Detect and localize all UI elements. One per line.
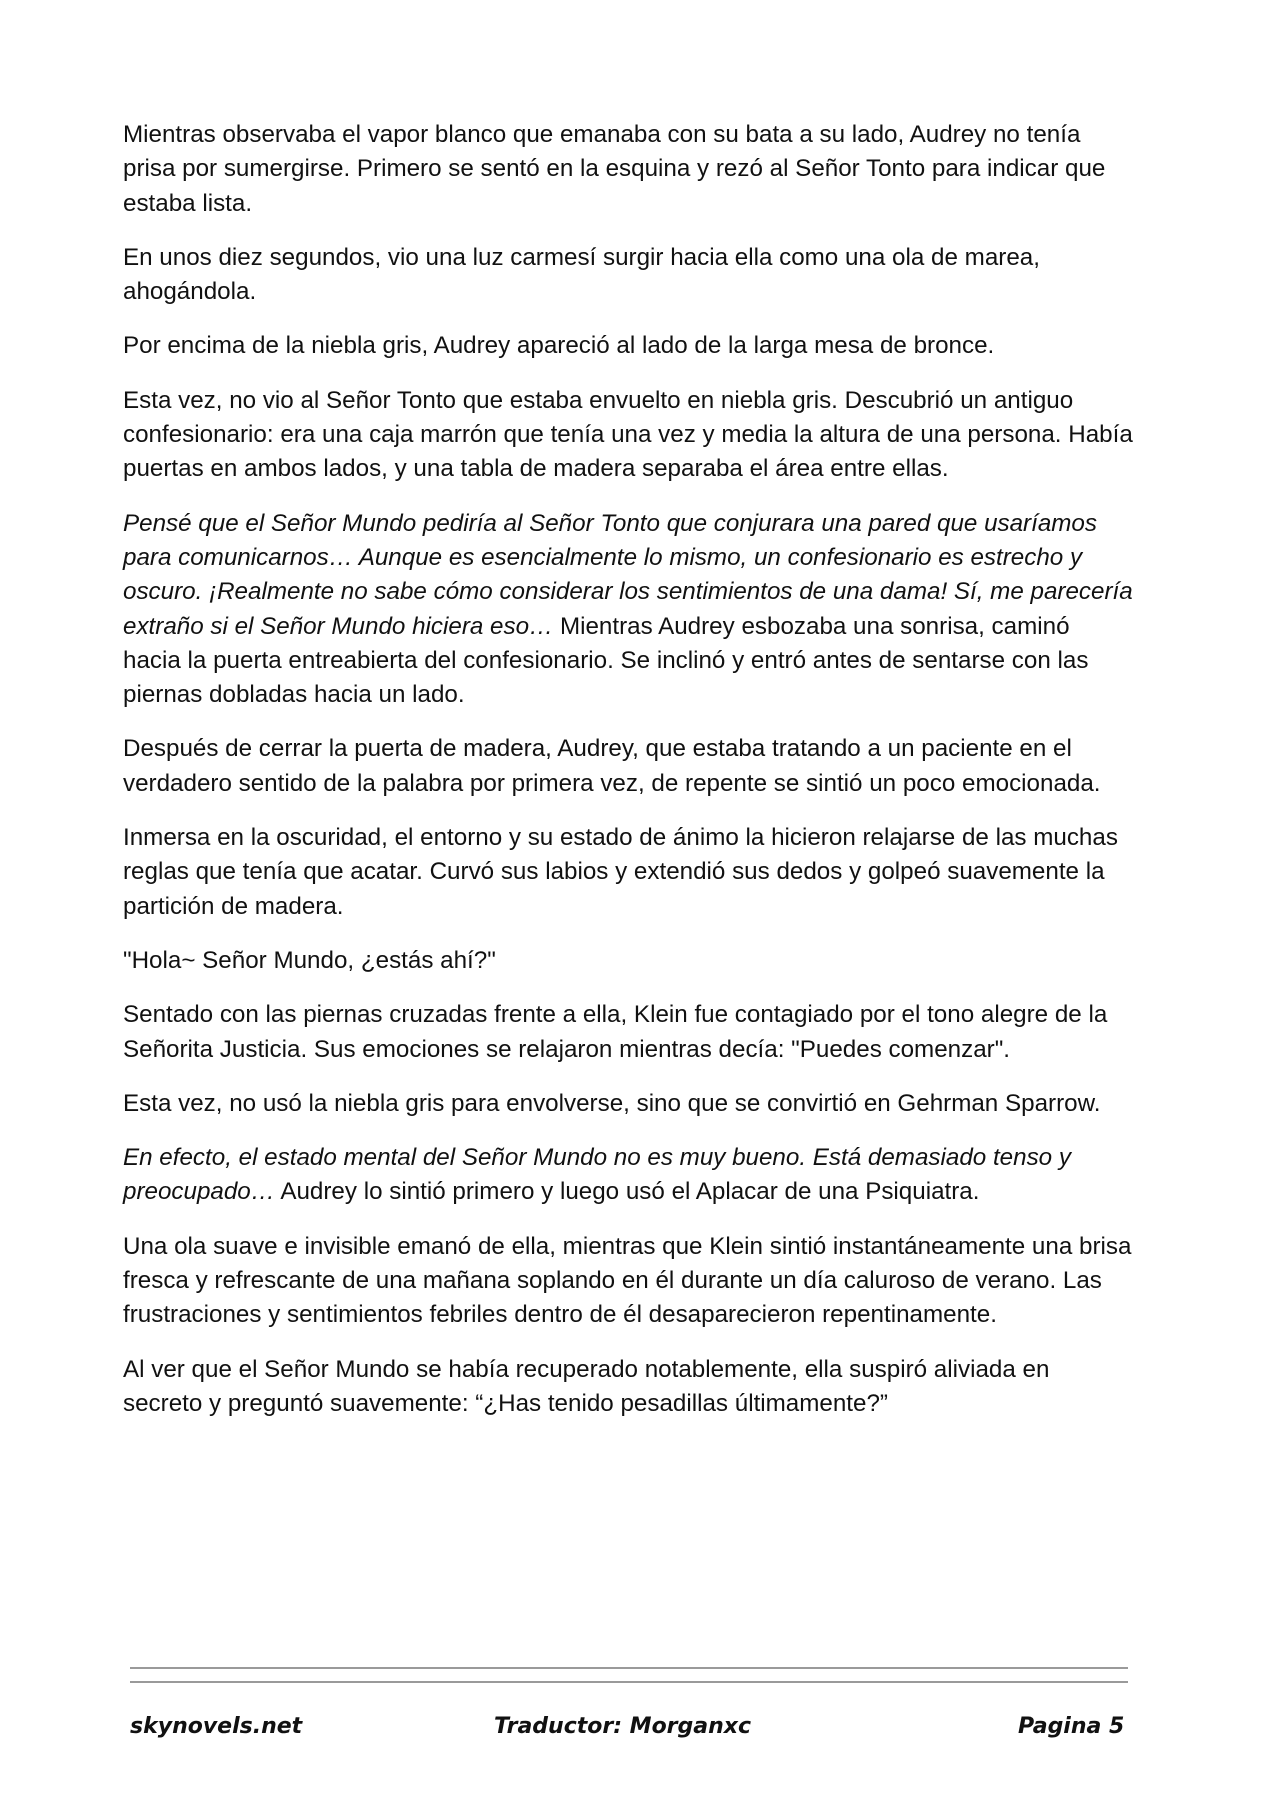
paragraph-text: Esta vez, no vio al Señor Tonto que estaba envuelto en niebla gris. Descubrió un antiguo confesionario: era una caja marrón que tenía una vez y media la altura de una persona. Había puertas en ambos lados, y una tabla de madera separaba el área entre ellas. (123, 386, 1133, 483)
paragraph-7 (123, 821, 1133, 924)
paragraph-13 (123, 1353, 1133, 1422)
paragraph-6 (123, 732, 1133, 801)
paragraph-text: "Hola~ Señor Mundo, ¿estás ahí?" (123, 946, 496, 974)
paragraph-text: En unos diez segundos, vio una luz carmesí surgir hacia ella como una ola de marea, ahogándola. (123, 243, 1040, 306)
paragraph-text: Esta vez, no usó la niebla gris para envolverse, sino que se convirtió en Gehrman Sparrow. (123, 1089, 1101, 1117)
italic-thought-text: Pensé que el Señor Mundo pediría al Señor Tonto que conjurara una pared que usaríamos para comunicarnos… Aunque es esencialmente lo mismo, un confesionario es estrecho y oscuro. ¡Realmente no sabe cómo considerar los sentimientos de una dama! Sí, me parecería extraño si el Señor Mundo hiciera eso… (123, 509, 1133, 640)
paragraph-5 (123, 507, 1133, 713)
paragraph-text: Sentado con las piernas cruzadas frente a ella, Klein fue contagiado por el tono alegre de la Señorita Justicia. Sus emociones se relajaron mientras decía: "Puedes comenzar". (123, 1001, 1108, 1063)
paragraph-text: Mientras observaba el vapor blanco que emanaba con su bata a su lado, Audrey no tenía prisa por sumergirse. Primero se sentó en la esquina y rezó al Señor Tonto para indicar que estaba lista. (123, 121, 1106, 217)
body-text (123, 118, 1133, 1441)
paragraph-1 (123, 118, 1133, 221)
paragraph-text: Inmersa en la oscuridad, el entorno y su estado de ánimo la hicieron relajarse de las muchas reglas que tenía que acatar. Curvó sus labios y extendió sus dedos y golpeó suavemente la partición de madera. (123, 824, 1118, 920)
paragraph-2 (123, 241, 1133, 310)
footer-site: skynovels.net (130, 1714, 303, 1739)
paragraph-9 (123, 998, 1133, 1067)
paragraph-text: Después de cerrar la puerta de madera, Audrey, que estaba tratando a un paciente en el verdadero sentido de la palabra por primera vez, de repente se sintió un poco emocionada. (123, 735, 1101, 797)
paragraph-12 (123, 1230, 1133, 1333)
paragraph-8 (123, 944, 1133, 978)
paragraph-text: Por encima de la niebla gris, Audrey apareció al lado de la larga mesa de bronce. (123, 332, 995, 360)
paragraph-text: Audrey lo sintió primero y luego usó el Aplacar de una Psiquiatra. (274, 1178, 980, 1206)
footer-translator: Traductor: Morganxc (494, 1714, 752, 1739)
paragraph-11 (123, 1141, 1133, 1210)
paragraph-text: Al ver que el Señor Mundo se había recuperado notablemente, ella suspiró aliviada en secreto y preguntó suavemente: “¿Has tenido pesadillas últimamente?” (123, 1355, 1050, 1417)
italic-thought-text: En efecto, el estado mental del Señor Mundo no es muy bueno. Está demasiado tenso y preocupado… (123, 1144, 1071, 1206)
footer-divider-top (130, 1667, 1128, 1669)
paragraph-4 (123, 384, 1133, 487)
paragraph-text: Mientras Audrey esbozaba una sonrisa, caminó hacia la puerta entreabierta del confesionario. Se inclinó y entró antes de sentarse con las piernas dobladas hacia un lado. (123, 612, 1089, 709)
paragraph-text: Una ola suave e invisible emanó de ella, mientras que Klein sintió instantáneamente una brisa fresca y refrescante de una mañana soplando en él durante un día caluroso de verano. Las frustraciones y sentimientos febriles dentro de él desaparecieron repentinamente. (123, 1232, 1132, 1329)
footer-page-number: Pagina 5 (1018, 1714, 1125, 1739)
paragraph-10 (123, 1087, 1133, 1121)
footer-divider-bottom (130, 1681, 1128, 1683)
paragraph-3 (123, 329, 1133, 363)
